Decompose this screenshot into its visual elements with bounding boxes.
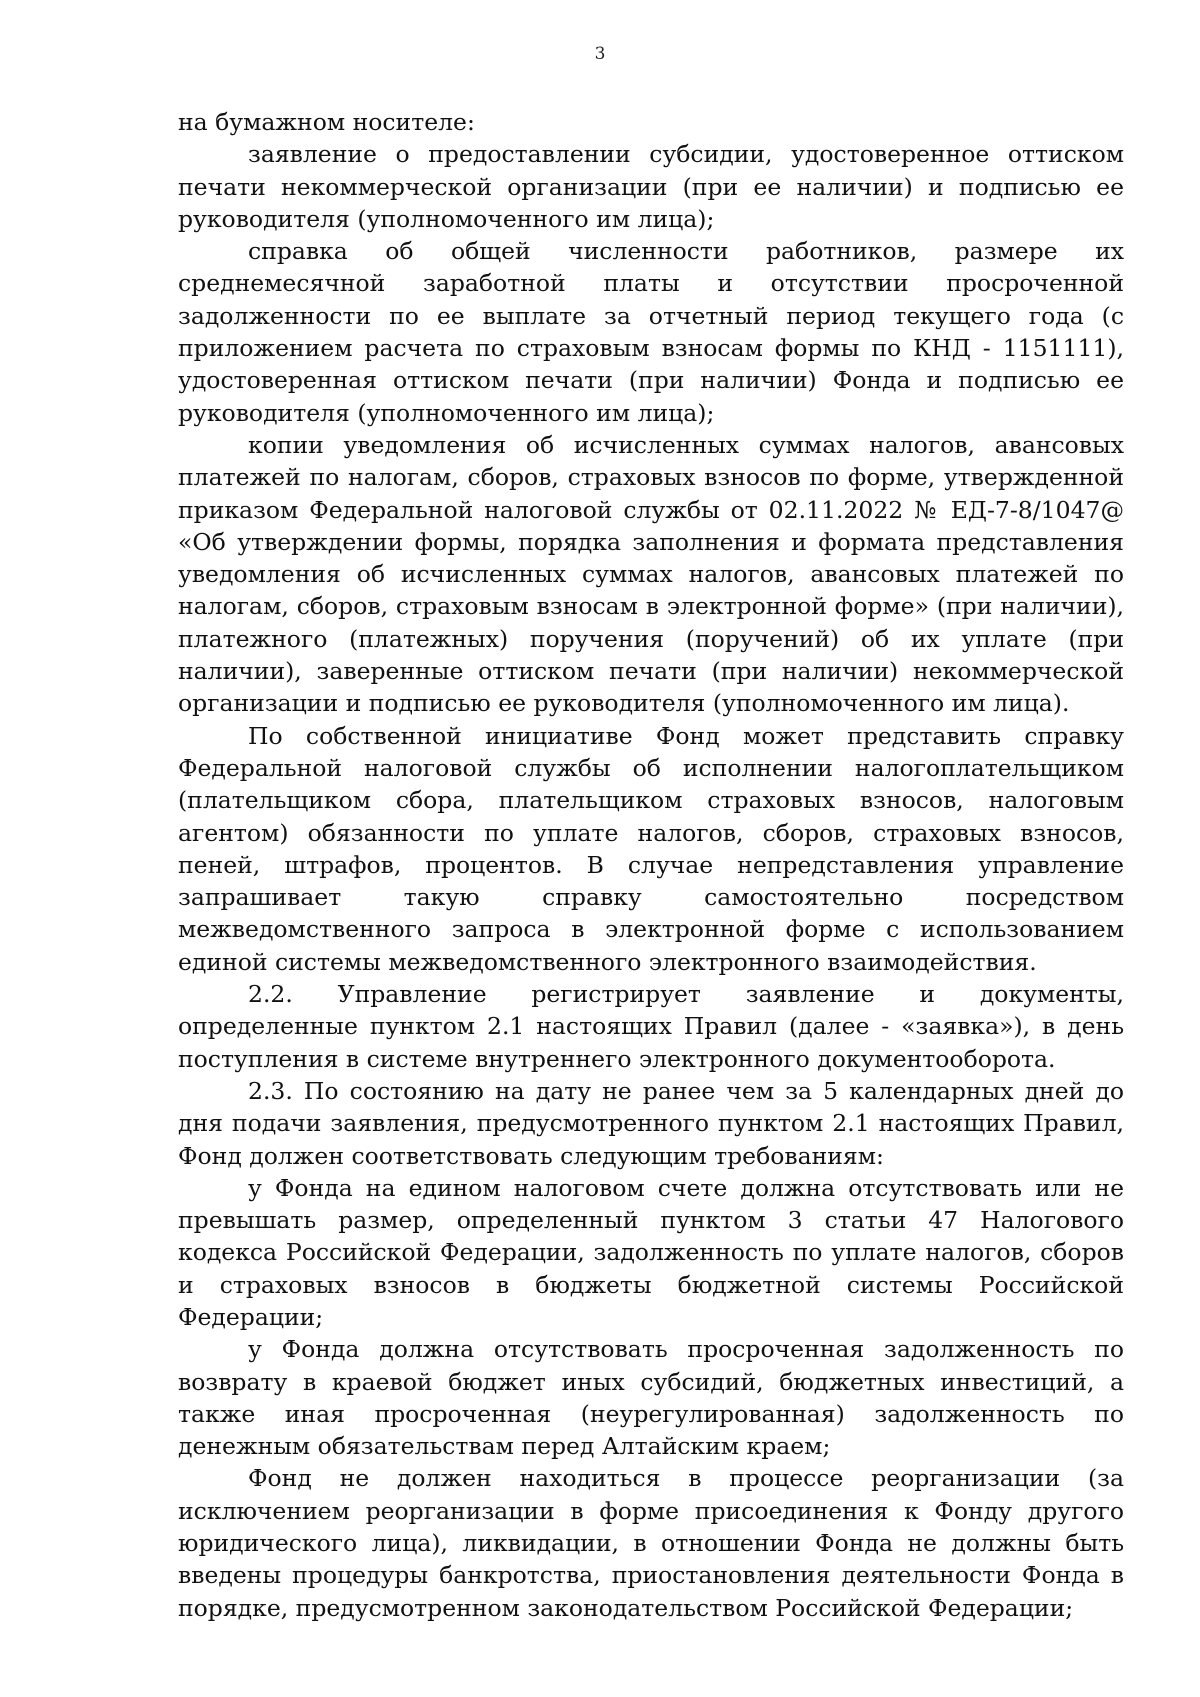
paragraph: копии уведомления об исчисленных суммах налогов, авансовых платежей по налогам, сборов, страховых взносов по форме, утвержденной приказом Федеральной налоговой службы от 02.11.2022 № ЕД-7-8/1047@ «Об утверждении формы, порядка заполнения и формата представления уведомления об исчисленных суммах налогов, авансовых платежей по налогам, сборов, страховым взносам в электронной форме» (при наличии), платежного (платежных) поручения (поручений) об их уплате (при наличии), заверенные оттиском печати (при наличии) некоммерческой организации и подписью ее руководителя (уполномоченного им лица). bbox=[178, 430, 1124, 718]
document-body bbox=[178, 106, 1124, 1624]
paragraph: на бумажном носителе: bbox=[178, 108, 475, 136]
paragraph: заявление о предоставлении субсидии, удостоверенное оттиском печати некоммерческой организации (при ее наличии) и подписью ее руководителя (уполномоченного им лица); bbox=[178, 140, 1124, 233]
paragraph: справка об общей численности работников, размере их среднемесячной заработной платы и отсутствии просроченной задолженности по ее выплате за отчетный период текущего года (с приложением расчета по страховым взносам формы по КНД - 1151111), удостоверенная оттиском печати (при наличии) Фонда и подписью ее руководителя (уполномоченного им лица); bbox=[178, 237, 1124, 427]
paragraph: у Фонда должна отсутствовать просроченная задолженность по возврату в краевой бюджет иных субсидий, бюджетных инвестиций, а также иная просроченная (неурегулированная) задолженность по денежным обязательствам перед Алтайским краем; bbox=[178, 1335, 1124, 1461]
paragraph: Фонд не должен находиться в процессе реорганизации (за исключением реорганизации в форме присоединения к Фонду другого юридического лица), ликвидации, в отношении Фонда не должны быть введены процедуры банкротства, приостановления деятельности Фонда в порядке, предусмотренном законодательством Российской Федерации; bbox=[178, 1464, 1124, 1622]
paragraph: 2.3. По состоянию на дату не ранее чем за 5 календарных дней до дня подачи заявления, предусмотренного пунктом 2.1 настоящих Правил, Фонд должен соответствовать следующим требованиям: bbox=[178, 1076, 1124, 1170]
page-number: 3 bbox=[594, 44, 606, 64]
paragraph: у Фонда на едином налоговом счете должна отсутствовать или не превышать размер, определенный пунктом 3 статьи 47 Налогового кодекса Российской Федерации, задолженность по уплате налогов, сборов и страховых взносов в бюджеты бюджетной системы Российской Федерации; bbox=[178, 1173, 1124, 1331]
paragraph: 2.2. Управление регистрирует заявление и документы, определенные пунктом 2.1 настоящих Правил (далее - «заявка»), в день поступления в системе внутреннего электронного документооборота. bbox=[178, 980, 1124, 1073]
paragraph: По собственной инициативе Фонд может представить справку Федеральной налоговой службы об исполнении налогоплательщиком (плательщиком сбора, плательщиком страховых взносов, налоговым агентом) обязанности по уплате налогов, сборов, страховых взносов, пеней, штрафов, процентов. В случае непредставления управление запрашивает такую справку самостоятельно посредством межведомственного запроса в электронной форме с использованием единой системы межведомственного электронного взаимодействия. bbox=[178, 721, 1124, 976]
